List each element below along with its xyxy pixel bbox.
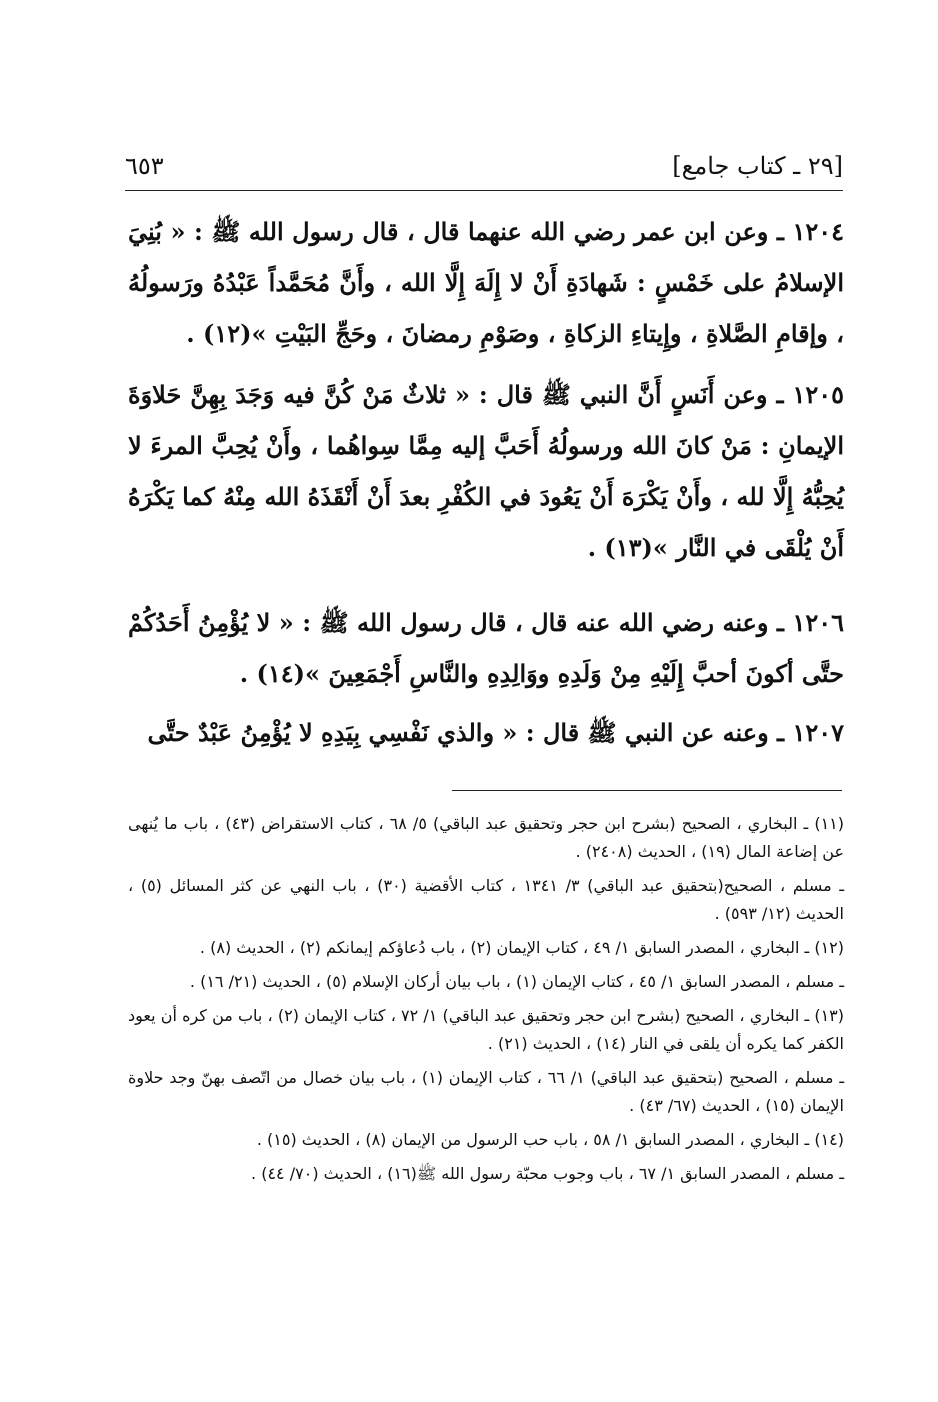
footnote-13-bukhari: (١٣) ـ البخاري ، الصحيح (بشرح ابن حجر وتحقيق عبد الباقي) ١/ ٧٢ ، كتاب الإيمان (٢) ، باب من كره أن يعود الكفر كما يكره أن يلقى في النار (١٤) ، الحديث (٢١) . — [128, 1006, 845, 1053]
footnote-separator — [452, 790, 842, 791]
footnote-12-bukhari: (١٢) ـ البخاري ، المصدر السابق ١/ ٤٩ ، كتاب الإيمان (٢) ، باب دُعاؤكم إيمانكم (٢) ، الحديث (٨) . — [199, 938, 844, 957]
footnote-13-muslim: ـ مسلم ، الصحيح (بتحقيق عبد الباقي) ١/ ٦٦ ، كتاب الإيمان (١) ، باب بيان خصال من اتّصف بهنّ وجد حلاوة الإيمان (١٥) ، الحديث (٦٧/ ٤٣) . — [128, 1068, 845, 1115]
hadith-1206: ١٢٠٦ ـ وعنه رضي الله عنه قال ، قال رسول الله ﷺ : « لا يُؤْمِنُ أَحَدُكُمْ حتَّى أكونَ أحبَّ إِلَيْهِ مِنْ وَلَدِهِ ووَالِدِهِ والنَّاسِ أَجْمَعِينَ »(١٤) . — [128, 608, 844, 688]
footnote-11-muslim: ـ مسلم ، الصحيح(بتحقيق عبد الباقي) ٣/ ١٣٤١ ، كتاب الأقضية (٣٠) ، باب النهي عن كثر المسائل (٥) ، الحديث (١٢/ ٥٩٣) . — [128, 876, 845, 923]
hadith-1205: ١٢٠٥ ـ وعن أَنَسٍ أَنَّ النبي ﷺ قال : « ثلاثٌ مَنْ كُنَّ فيه وَجَدَ بِهِنَّ حَلاوَةَ الإيمانِ : مَنْ كانَ الله ورسولُهُ أَحَبَّ إليه مِمَّا سِواهُما ، وأَنْ يُحِبَّ المرءَ لا يُحِبُّهُ إِلَّا لله ، وأَنْ يَكْرَهَ أَنْ يَعُودَ في الكُفْرِ بعدَ أَنْ أَنْقَذَهُ الله مِنْهُ كما يَكْرَهُ أَنْ يُلْقَى في النَّار »(١٣) . — [128, 380, 844, 562]
hadith-1207: ١٢٠٧ ـ وعنه عن النبي ﷺ قال : « والذي نَفْسِي بِيَدِهِ لا يُؤْمِنُ عَبْدٌ حتَّى — [147, 718, 844, 747]
chapter-title: [٢٩ ـ كتاب جامع] — [672, 152, 843, 180]
running-header — [125, 150, 843, 191]
hadith-1204: ١٢٠٤ ـ وعن ابن عمر رضي الله عنهما قال ، قال رسول الله ﷺ : « بُنِيَ الإسلامُ على خَمْسٍ : شَهادَةِ أَنْ لا إِلَهَ إِلَّا الله ، وأَنَّ مُحَمَّداً عَبْدُهُ ورَسولُهُ ، وإقامِ الصَّلاةِ ، وإِيتاءِ الزكاةِ ، وصَوْمِ رمضانَ ، وحَجِّ البَيْتِ »(١٢) . — [128, 217, 844, 348]
page-number: ٦٥٣ — [125, 152, 164, 180]
footnote-12-muslim: ـ مسلم ، المصدر السابق ١/ ٤٥ ، كتاب الإيمان (١) ، باب بيان أركان الإسلام (٥) ، الحديث (٢١/ ١٦) . — [189, 972, 844, 991]
footnote-11-bukhari: (١١) ـ البخاري ، الصحيح (بشرح ابن حجر وتحقيق عبد الباقي) ٥/ ٦٨ ، كتاب الاستقراض (٤٣) ، باب ما يُنهى عن إضاعة المال (١٩) ، الحديث (٢٤٠٨) . — [128, 814, 845, 861]
footnote-14-bukhari: (١٤) ـ البخاري ، المصدر السابق ١/ ٥٨ ، باب حب الرسول من الإيمان (٨) ، الحديث (١٥) . — [256, 1130, 844, 1149]
footnotes — [128, 810, 844, 1194]
footnote-14-muslim: ـ مسلم ، المصدر السابق ١/ ٦٧ ، باب وجوب محبّة رسول الله ﷺ(١٦) ، الحديث (٧٠/ ٤٤) . — [251, 1164, 844, 1183]
hadith-text — [128, 206, 844, 758]
